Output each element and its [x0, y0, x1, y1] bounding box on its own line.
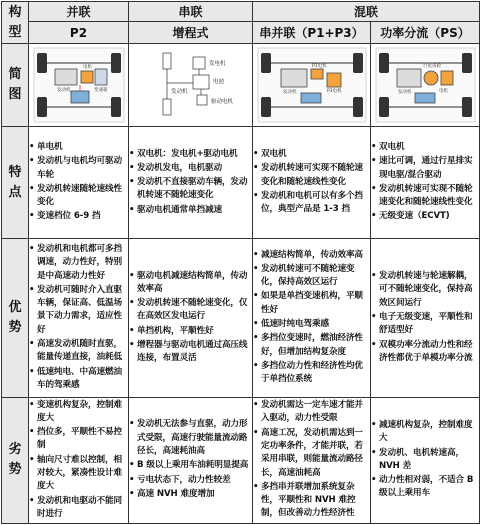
bullet-item: • 减速机构复杂，控制难度大: [371, 419, 479, 446]
bullet-item: • 双电机：发电机+驱动电机: [129, 148, 252, 161]
bullet-item: • 发动机转速与轮速解耦，可不随轮速变化，保持高效区间运行: [371, 270, 479, 310]
group-header-series: 串联: [129, 2, 253, 22]
bullet-item: • 发动机转速随轮速线性变化: [29, 183, 128, 210]
pros-series: [129, 239, 253, 397]
group-header-hybrid: 混联: [253, 2, 480, 22]
wheel-icon: [379, 97, 389, 117]
bullet-item: • 低速纯电、中高速燃油车的驾乘感: [29, 366, 128, 393]
svg-text:发动机: 发动机: [170, 89, 188, 96]
bullet-item: • 多挡位动力性和经济性均优于单挡位系统: [253, 360, 370, 387]
p1p3-schematic: [257, 47, 367, 123]
wheel-icon: [37, 53, 47, 73]
bullet-item: • 电子无级变速，平顺性和舒适型好: [371, 311, 479, 338]
bullet-item: • 双电机: [253, 148, 370, 161]
bullet-item: • 多挡串并联增加系统复杂性，平顺性和 NVH 难控制，但改善动力性经济性: [253, 481, 370, 521]
diagram-ps: [371, 44, 480, 127]
diagram-series: [129, 44, 253, 127]
bullet-item: • 动力性相对弱，不适合 B 级以上乘用车: [371, 474, 479, 501]
bullet-item: • 变速机构复杂，控制难度大: [29, 399, 128, 426]
hybrid-architecture-comparison-table: [1, 1, 480, 524]
column-header-series: 增程式: [129, 22, 253, 44]
bullet-item: • 高速 NVH 难度增加: [129, 488, 252, 501]
row-header-features: 特 点: [2, 127, 29, 239]
bullet-item: • 亏电状态下，动力性较差: [129, 474, 252, 487]
bullet-item: • 发动机发电，电机驱动: [129, 162, 252, 175]
bullet-item: • 高速工况，发动机需达到一定功率条件，才能并联，若采用串联，则能量流动路径长，高速油耗高: [253, 427, 370, 480]
bullet-item: • 减速结构简单，传动效率高: [253, 249, 370, 262]
wheel-icon: [111, 97, 121, 117]
wheel-icon: [462, 53, 472, 73]
bullet-item: • 变速档位 6-9 挡: [29, 210, 128, 223]
bullet-item: • 发动机可随时介入直驱车辆，保证高、低温场景下动力需求，适应性好: [29, 284, 128, 337]
wheel-icon: [261, 97, 271, 117]
features-p1p3: [253, 127, 371, 239]
bullet-item: • 发动机、电机转速高，NVH 差: [371, 447, 479, 474]
series-schematic: [133, 47, 249, 123]
bullet-item: • 双电机: [371, 141, 479, 154]
p2-schematic: [33, 47, 125, 123]
pros-ps: [371, 239, 480, 397]
row-header-cons: 劣 势: [2, 397, 29, 523]
bullet-item: • 低速时纯电驾乘感: [253, 318, 370, 331]
bullet-item: • 单电机: [29, 141, 128, 154]
bullet-item: • 速比可调，通过行星排实现电驱/混合驱动: [371, 155, 479, 182]
column-header-ps: 功率分流（PS）: [371, 22, 480, 44]
svg-text:发电机: 发电机: [208, 61, 226, 68]
group-header-parallel: 并联: [29, 2, 129, 22]
wheel-icon: [111, 53, 121, 73]
pros-p1p3: [253, 239, 371, 397]
svg-text:变速箱: 变速箱: [93, 88, 107, 94]
wheel-icon: [37, 97, 47, 117]
features-ps: [371, 127, 480, 239]
svg-text:驱动电机: 驱动电机: [210, 99, 233, 106]
wheel-icon: [353, 53, 363, 73]
bullet-item: • 高速发动机随时直驱，能量传递直接，油耗低: [29, 338, 128, 365]
bullet-item: • 发动机与电机均可驱动车轮: [29, 155, 128, 182]
bullet-item: • 驱动电机减速结构简单，传动效率高: [129, 270, 252, 297]
pros-p2: [29, 239, 129, 397]
svg-text:发动机: 发动机: [282, 90, 296, 96]
features-series: [129, 127, 253, 239]
svg-text:电机: 电机: [438, 89, 448, 95]
svg-text:P3电机: P3电机: [326, 89, 342, 95]
bullet-item: • 无级变速（ECVT): [371, 210, 479, 223]
svg-text:电池: 电池: [212, 79, 224, 86]
wheel-icon: [379, 53, 389, 73]
column-header-p1p3: 串并联（P1+P3）: [253, 22, 371, 44]
cons-p2: [29, 397, 129, 523]
bullet-item: • 单挡机构，平顺性好: [129, 325, 252, 338]
bullet-item: • 发动机不直接驱动车辆，发动机转速不随轮速变化: [129, 176, 252, 203]
svg-text:发动机: 发动机: [56, 88, 70, 94]
column-header-p2: P2: [29, 22, 129, 44]
bullet-item: • 发动机和电机都可多挡调速，动力性好，特别是中高速动力性好: [29, 243, 128, 283]
cons-ps: [371, 397, 480, 523]
svg-text:P1电机: P1电机: [311, 64, 327, 70]
bullet-item: • 轴向尺寸难以控制，相对较大，紧凑性设计难度大: [29, 454, 128, 494]
bullet-item: • 发动机转速可实现不随轮速变化和随轮速线性变化: [371, 183, 479, 210]
bullet-item: • 挡位多，平顺性不易控制: [29, 426, 128, 453]
cons-p1p3: [253, 397, 371, 523]
bullet-item: • 双模功率分流动力性和经济性都优于单模功率分流: [371, 339, 479, 366]
corner-header: 构 型: [2, 2, 29, 44]
wheel-icon: [261, 53, 271, 73]
features-p2: [29, 127, 129, 239]
bullet-item: • 发动机需达一定车速才能并入驱动，动力性受限: [253, 399, 370, 426]
bullet-item: • 驱动电机通常单挡减速: [129, 204, 252, 217]
bullet-item: • 发动机转速不随轮速变化，仅在高效区发电运行: [129, 297, 252, 324]
wheel-icon: [462, 97, 472, 117]
cons-series: [129, 397, 253, 523]
bullet-item: • 发动机转速可实现不随轮速变化和随轮速线性变化: [253, 162, 370, 189]
bullet-item: • 发动机无法参与直驱，动力形式受限，高速行驶能量流动路径长，高速耗油高: [129, 418, 252, 458]
svg-text:电机: 电机: [82, 65, 92, 71]
wheel-icon: [353, 97, 363, 117]
bullet-item: • B 级以上乘用车油耗明显提高: [129, 459, 252, 472]
bullet-item: • 多挡位变速时，燃油经济性好，但增加结构复杂度: [253, 332, 370, 359]
ps-schematic: [375, 47, 476, 123]
bullet-item: • 发动机和电驱动不能同时进行: [29, 495, 128, 522]
bullet-item: • 如果是单挡变速机构，平顺性好: [253, 290, 370, 317]
bullet-item: • 发动机转速可不随轮速变化，保持高效区运行: [253, 263, 370, 290]
diagram-p2: [29, 44, 129, 127]
svg-text:发动机: 发动机: [397, 90, 411, 96]
diagram-p1p3: [253, 44, 371, 127]
row-header-pros: 优 势: [2, 239, 29, 397]
svg-text:行星齿轮: 行星齿轮: [422, 64, 441, 70]
row-header-diagram: 简 图: [2, 44, 29, 127]
bullet-item: • 增程器与驱动电机通过高压线连接，布置灵活: [129, 339, 252, 366]
bullet-item: • 发动机和电机可以有多个挡位，典型产品是 1-3 挡: [253, 190, 370, 217]
